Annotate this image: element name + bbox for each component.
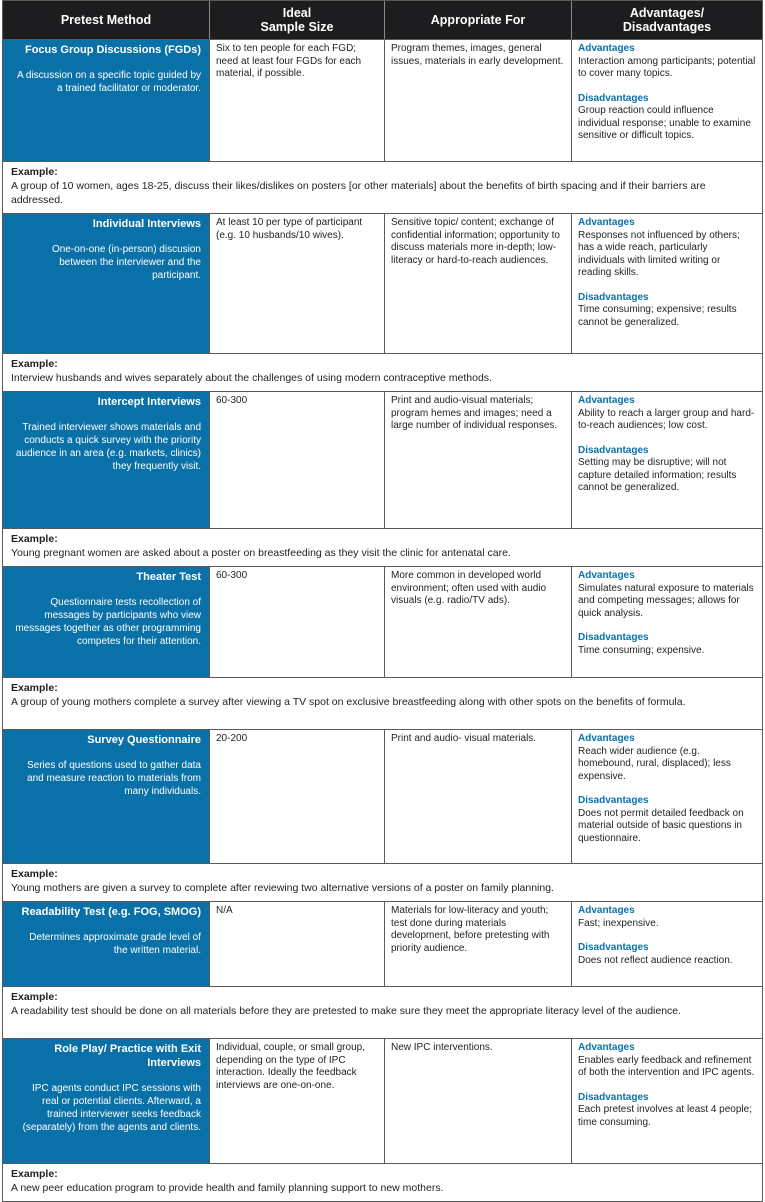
appropriate-for-cell: New IPC interventions.	[385, 1039, 572, 1163]
pros-cons-cell	[572, 40, 762, 161]
method-cell	[3, 567, 210, 677]
method-name: Intercept Interviews	[97, 396, 201, 408]
table-body	[3, 39, 762, 1201]
example-text: Young mothers are given a survey to complete after reviewing two alternative versions of a poster on family planning.	[11, 882, 554, 894]
header-ideal-sample-size: Ideal Sample Size	[210, 1, 385, 39]
disadvantages-label: Disadvantages	[578, 942, 649, 953]
table-row	[3, 391, 762, 528]
method-name: Role Play/ Practice with Exit Interviews	[54, 1043, 201, 1069]
example-row	[3, 986, 762, 1038]
example-label: Example:	[11, 533, 58, 545]
sample-size-cell: 60-300	[210, 392, 385, 528]
method-cell	[3, 392, 210, 528]
method-description: IPC agents conduct IPC sessions with real or potential clients. Afterward, a trained interviewer seeks feedback (separately) from the agents and clients.	[22, 1083, 201, 1133]
advantages-label: Advantages	[578, 217, 635, 228]
header-pretest-method: Pretest Method	[3, 1, 210, 39]
example-row	[3, 528, 762, 566]
advantages-label: Advantages	[578, 905, 635, 916]
method-description: A discussion on a specific topic guided by a trained facilitator or moderator.	[17, 70, 201, 94]
disadvantages-text: Does not permit detailed feedback on material outside of basic questions in questionnaire.	[578, 807, 744, 844]
method-cell	[3, 214, 210, 353]
sample-size-cell: Six to ten people for each FGD; need at least four FGDs for each material, if possible.	[210, 40, 385, 161]
header-advantages-disadvantages: Advantages/ Disadvantages	[622, 6, 712, 34]
disadvantages-text: Time consuming; expensive.	[578, 644, 705, 656]
method-description: Series of questions used to gather data and measure reaction to materials from many individuals.	[26, 760, 201, 797]
example-row	[3, 161, 762, 213]
appropriate-for-cell: Program themes, images, general issues, materials in early development.	[385, 40, 572, 161]
example-label: Example:	[11, 1168, 58, 1180]
disadvantages-text: Each pretest involves at least 4 people; time consuming.	[578, 1104, 752, 1128]
example-text: Interview husbands and wives separately about the challenges of using modern contraceptive methods.	[11, 372, 492, 384]
example-row	[3, 1163, 762, 1201]
example-label: Example:	[11, 166, 58, 178]
pros-cons-cell	[572, 214, 762, 353]
header-appropriate-for: Appropriate For	[385, 1, 572, 39]
advantages-text: Reach wider audience (e.g. homebound, rural, displaced); less expensive.	[578, 745, 731, 782]
table-row	[3, 901, 762, 986]
pretest-methods-table	[2, 0, 763, 1202]
appropriate-for-cell: Print and audio-visual materials; program hemes and images; need a large number of individual responses.	[385, 392, 572, 528]
example-text: A group of 10 women, ages 18-25, discuss their likes/dislikes on posters [or other materials] about the benefits of birth spacing and if their barriers are addressed.	[11, 180, 706, 206]
pros-cons-cell	[572, 1039, 762, 1163]
example-label: Example:	[11, 682, 58, 694]
disadvantages-text: Time consuming; expensive; results cannot be generalized.	[578, 304, 737, 328]
pros-cons-cell	[572, 730, 762, 863]
advantages-label: Advantages	[578, 43, 635, 54]
disadvantages-text: Group reaction could influence individual response; unable to examine sensitive or difficult topics.	[578, 105, 751, 141]
method-name: Readability Test (e.g. FOG, SMOG)	[21, 906, 201, 918]
advantages-text: Responses not influenced by others; has a wide reach, particularly individuals with limited writing or reading skills.	[578, 229, 740, 278]
sample-size-cell: At least 10 per type of participant (e.g. 10 husbands/10 wives).	[210, 214, 385, 353]
pros-cons-cell	[572, 392, 762, 528]
example-label: Example:	[11, 868, 58, 880]
table-row	[3, 566, 762, 677]
method-cell	[3, 40, 210, 161]
example-row	[3, 677, 762, 729]
appropriate-for-cell: Sensitive topic/ content; exchange of confidential information; opportunity to discuss materials more in-depth; low-literacy or hard-to-reach audiences.	[385, 214, 572, 353]
table-row	[3, 729, 762, 863]
advantages-label: Advantages	[578, 395, 635, 406]
example-row	[3, 353, 762, 391]
disadvantages-label: Disadvantages	[578, 632, 649, 643]
table-header	[3, 1, 762, 39]
method-name: Individual Interviews	[92, 218, 201, 230]
method-name: Theater Test	[136, 571, 201, 583]
appropriate-for-cell: Print and audio- visual materials.	[385, 730, 572, 863]
table-row	[3, 39, 762, 161]
example-label: Example:	[11, 358, 58, 370]
sample-size-cell: Individual, couple, or small group, depending on the type of IPC interaction. Ideally the feedback interviews are one-on-one.	[210, 1039, 385, 1163]
example-text: A new peer education program to provide health and family planning support to new mothers.	[11, 1182, 444, 1194]
advantages-text: Fast; inexpensive.	[578, 917, 659, 929]
advantages-text: Interaction among participants; potential to cover many topics.	[578, 55, 756, 79]
disadvantages-label: Disadvantages	[578, 444, 649, 456]
example-text: A group of young mothers complete a survey after viewing a TV spot on exclusive breastfeeding along with other spots on the benefits of formula.	[11, 696, 686, 708]
pros-cons-cell	[572, 567, 762, 677]
method-description: Trained interviewer shows materials and conducts a quick survey with the priority audience in an area (e.g. markets, clinics) they frequently visit.	[15, 422, 201, 472]
example-row	[3, 863, 762, 901]
pros-cons-cell	[572, 902, 762, 986]
example-label: Example:	[11, 991, 58, 1003]
table-row	[3, 213, 762, 353]
advantages-label: Advantages	[578, 570, 635, 581]
sample-size-cell: 20-200	[210, 730, 385, 863]
method-cell	[3, 730, 210, 863]
sample-size-cell: N/A	[210, 902, 385, 986]
disadvantages-text: Does not reflect audience reaction.	[578, 954, 733, 966]
method-description: Determines approximate grade level of the written material.	[29, 932, 201, 956]
disadvantages-text: Setting may be disruptive; will not capture detailed information; results cannot be generalized.	[578, 457, 737, 493]
disadvantages-label: Disadvantages	[578, 795, 649, 806]
disadvantages-label: Disadvantages	[578, 92, 649, 104]
sample-size-cell: 60-300	[210, 567, 385, 677]
example-text: A readability test should be done on all materials before they are pretested to make sure they meet the appropriate literacy level of the audience.	[11, 1005, 682, 1017]
disadvantages-label: Disadvantages	[578, 1091, 649, 1103]
appropriate-for-cell: More common in developed world environment; often used with audio visuals (e.g. radio/TV ads).	[385, 567, 572, 677]
method-description: Questionnaire tests recollection of messages by participants who view messages together as other programming competes for their attention.	[15, 597, 201, 647]
method-description: One-on-one (in-person) discusion between the interviewer and the participant.	[52, 244, 201, 281]
advantages-text: Simulates natural exposure to materials and competing messages; allows for quick analysis.	[578, 582, 754, 619]
disadvantages-label: Disadvantages	[578, 291, 649, 303]
table-row	[3, 1038, 762, 1163]
advantages-text: Enables early feedback and refinement of both the intervention and IPC agents.	[578, 1054, 755, 1078]
advantages-label: Advantages	[578, 733, 635, 744]
method-name: Survey Questionnaire	[87, 734, 201, 746]
advantages-label: Advantages	[578, 1042, 635, 1053]
method-name: Focus Group Discussions (FGDs)	[24, 44, 201, 56]
example-text: Young pregnant women are asked about a poster on breastfeeding as they visit the clinic for antenatal care.	[11, 547, 511, 559]
method-cell	[3, 902, 210, 986]
advantages-text: Ability to reach a larger group and hard-to-reach audiences; low cost.	[578, 407, 755, 431]
appropriate-for-cell: Materials for low-literacy and youth; test done during materials development, before pretesting with priority audience.	[385, 902, 572, 986]
method-cell	[3, 1039, 210, 1163]
